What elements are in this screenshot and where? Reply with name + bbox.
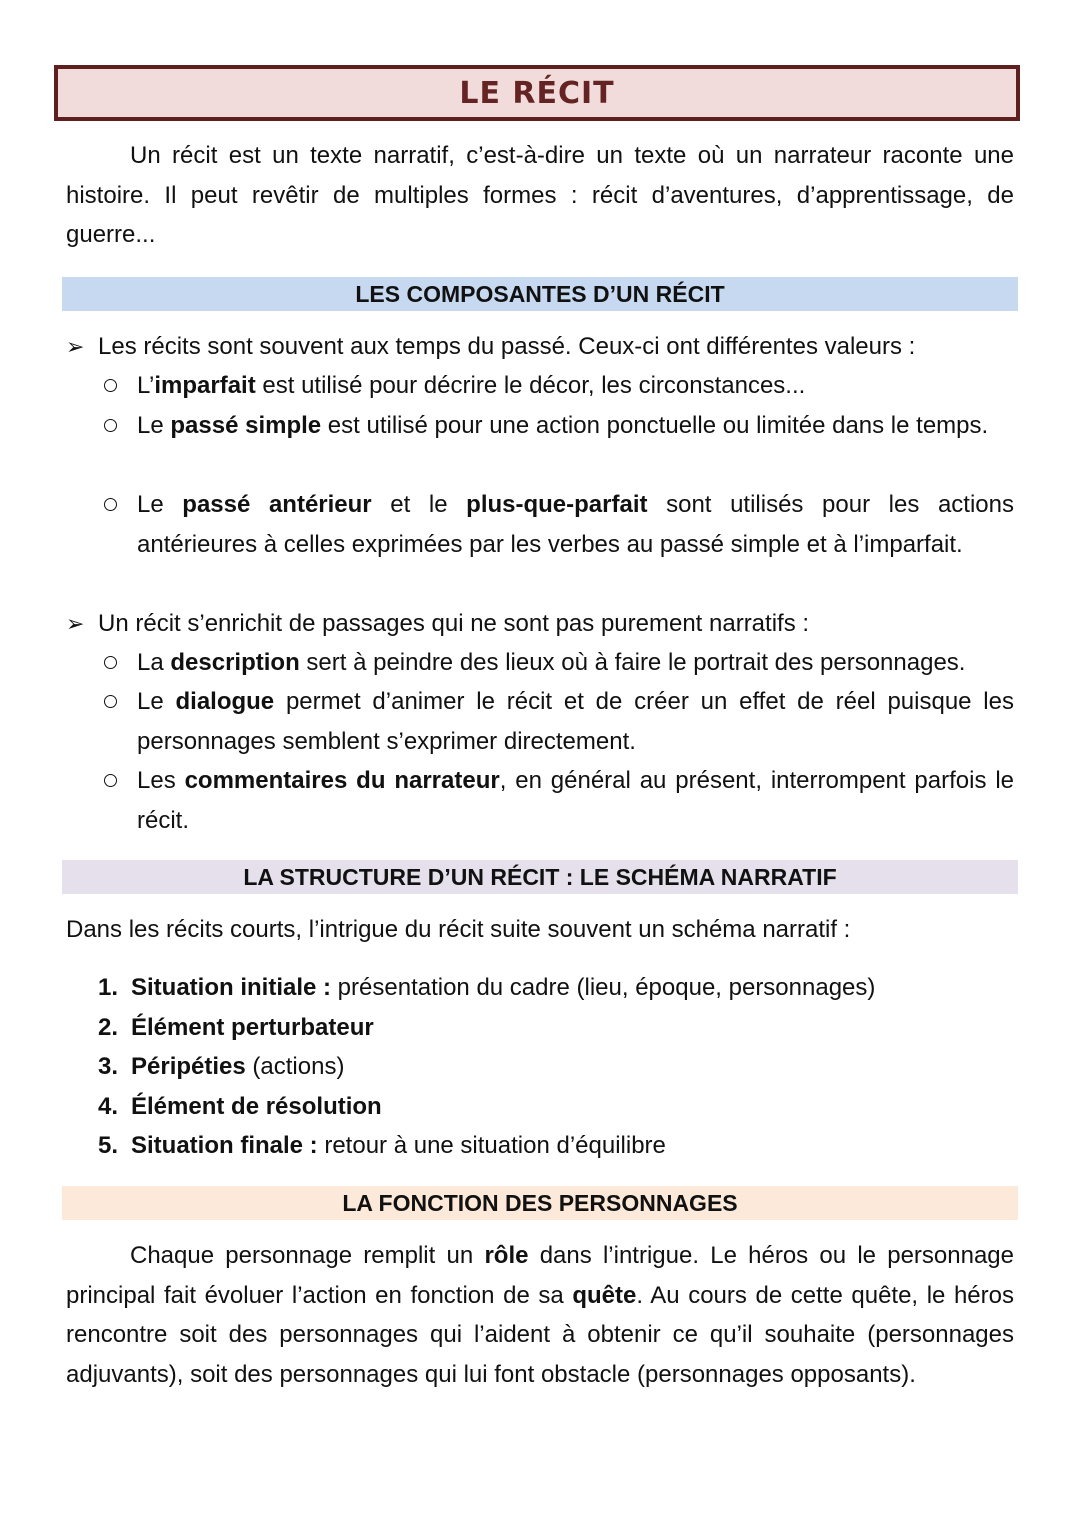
section-heading-composantes [62,277,1018,311]
arrow-bullet-icon: ➢ [66,334,85,359]
sub-text-post: sont utilisés pour les actions antérieures à celles exprimées par les verbes au passé simple et à l’imparfait. [137,491,1014,558]
bullet-item [66,604,1014,644]
list-item [98,1008,998,1048]
step-number: 5. [98,1132,119,1159]
bullet-item [66,327,1014,367]
section-heading-text: LA FONCTION DES PERSONNAGES [342,1189,738,1216]
step-desc: présentation du cadre (lieu, époque, personnages) [331,974,876,1001]
sub-bullet-item [104,366,1014,406]
step-title: Situation finale : [131,1132,318,1159]
list-item [98,1126,998,1166]
step-number: 1. [98,974,119,1001]
intro-paragraph: Un récit est un texte narratif, c’est-à-dire un texte où un narrateur raconte une histoire. Il peut revêtir de multiples formes : récit d’aventures, d’apprentissage, de guerre... [66,142,1014,248]
sub-bullet-item [104,406,1014,446]
step-number: 3. [98,1053,119,1080]
title-box [54,65,1020,121]
section-heading-text: LES COMPOSANTES D’UN RÉCIT [355,280,725,307]
narrative-schema-list [98,968,998,1166]
para-text: dans l’intrigue. Le héros ou le personnage principal fait évoluer l’action en fonction de sa [66,1242,1014,1309]
personnages-paragraph [66,1236,1014,1394]
bullet-text: Un récit s’enrichit de passages qui ne sont pas purement narratifs : [98,610,810,637]
circle-bullet-icon [104,656,117,669]
structure-intro: Dans les récits courts, l’intrigue du récit suite souvent un schéma narratif : [66,916,851,943]
bullet-text: Les récits sont souvent aux temps du passé. Ceux-ci ont différentes valeurs : [98,333,916,360]
circle-bullet-icon [104,774,117,787]
sub-text-bold: passé simple [170,412,322,439]
section-heading-personnages [62,1186,1018,1220]
sub-bullet-item [104,761,1014,840]
sub-text-post: est utilisé pour une action ponctuelle ou limitée dans le temps. [321,412,989,439]
sub-text-pre: Le [137,412,171,439]
sub-bullet-item [104,485,1014,564]
step-desc: (actions) [245,1053,345,1080]
step-title: Situation initiale : [131,974,332,1001]
sub-text-bold: dialogue [175,688,275,715]
step-title: Péripéties [131,1053,246,1080]
section-heading-structure [62,860,1018,894]
circle-bullet-icon [104,419,117,432]
step-title: Élément de résolution [131,1092,382,1120]
sub-bullet-item [104,682,1014,761]
sub-text-post: sert à peindre des lieux où à faire le portrait des personnages. [299,649,966,676]
arrow-bullet-icon: ➢ [66,611,85,636]
sub-text-bold: passé antérieur [182,491,372,518]
sub-text-post: , en général au présent, interrompent parfois le récit. [137,767,1014,834]
sub-text-mid: et le [371,491,467,518]
sub-text-bold: plus-que-parfait [466,491,648,518]
sub-text-bold: imparfait [154,372,256,399]
circle-bullet-icon [104,379,117,392]
para-text: Chaque personnage remplit un [130,1242,485,1269]
list-item [98,1087,998,1127]
sub-text-bold: description [170,649,300,676]
step-number: 4. [98,1092,119,1120]
circle-bullet-icon [104,695,117,708]
step-title: Élément perturbateur [131,1013,374,1041]
step-number: 2. [98,1013,119,1041]
list-item [98,1047,998,1087]
list-item [98,968,998,1008]
sub-text-pre: L’ [137,372,155,399]
sub-text-pre: Les [137,767,185,794]
sub-text-bold: commentaires du narrateur [184,767,500,794]
page-title: LE RÉCIT [459,75,615,111]
sub-text-pre: Le [137,688,176,715]
circle-bullet-icon [104,498,117,511]
para-bold: quête [572,1281,637,1309]
sub-text-post: est utilisé pour décrire le décor, les circonstances... [255,372,806,399]
section-heading-text: LA STRUCTURE D’UN RÉCIT : LE SCHÉMA NARRATIF [243,863,837,890]
para-text: . Au cours de cette quête, le héros rencontre soit des personnages qui l’aident à obtenir ce qu’il souhaite (personnages adjuvants), soit des personnages qui lui font obstacle (personnages opposants). [66,1281,1014,1388]
para-bold: rôle [484,1242,529,1269]
sub-text-pre: La [137,649,171,676]
step-desc: retour à une situation d’équilibre [317,1132,666,1159]
sub-text-pre: Le [137,491,183,518]
sub-text-post: permet d’animer le récit et de créer un effet de réel puisque les personnages semblent s’exprimer directement. [137,688,1014,755]
sub-bullet-item [104,643,1014,683]
